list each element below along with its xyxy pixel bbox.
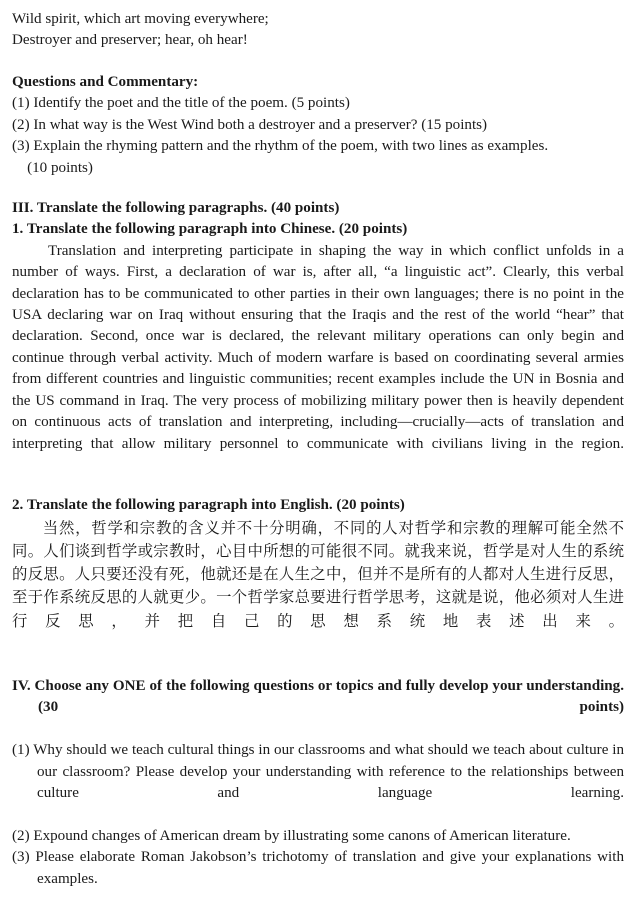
section-three-heading: III. Translate the following paragraphs. (40 points) xyxy=(12,200,340,217)
section-three-sub2-body: 当然，哲学和宗教的含义并不十分明确，不同的人对哲学和宗教的理解可能全然不同。人们谈到哲学或宗教时，心目中所想的可能很不同。就我来说，哲学是对人生的系统的反思。人只要还没有死，他就还是在人生之中，但并不是所有的人都对人生进行反思，至于作系统反思的人就更少。一个哲学家总要进行哲学思考，这就是说，他必须对人生进行反思，并把自己的思想系统地表述出来。 xyxy=(12,518,624,630)
section-four-heading: IV. Choose any ONE of the following questions or topics and fully develop your understanding. (30 points) xyxy=(12,677,624,716)
section-three-sub1-body: Translation and interpreting participate in shaping the way in which conflict unfolds in a number of ways. First, a declaration of war is, after all, “a linguistic act”. Clearly, this verbal declaration has to be communicated to other parties in their own languages; there is no point in the USA declaring war on Iraq without ensuring that the Iraqis and the rest of the world “hear” that declaration. Second, once war is declared, the relevant military operations can only begin and continue through verbal activity. Much of modern warfare is based on coordinating several armies from different countries and linguistic communities; recent examples include the UN in Bosnia and the US command in Iraq. The very process of mobilizing military power then is heavily dependent on continuous acts of translation and interpreting, including—crucially—acts of translation and interpreting that allow military personnel to communicate with civilians living in the region. xyxy=(12,242,624,452)
questions-commentary-item-2: (2) In what way is the West Wind both a destroyer and a preserver? (15 points) xyxy=(12,116,488,133)
spacer-before-sub2 xyxy=(12,476,624,495)
poem-block xyxy=(12,9,624,51)
questions-commentary-item-1: (1) Identify the poet and the title of the poem. (5 points) xyxy=(12,95,350,112)
questions-commentary-item-4: (10 points) xyxy=(12,159,93,176)
spacer-after-poem xyxy=(12,51,624,72)
section-three-sub1-heading: 1. Translate the following paragraph into Chinese. (20 points) xyxy=(12,221,408,238)
spacer-before-section-three xyxy=(12,179,624,198)
section-four-item-1: (1) Why should we teach cultural things in our classrooms and what should we teach about culture in our classroom? Please develop your understanding with reference to the relationships between culture and language learning. xyxy=(12,742,624,801)
section-three-block xyxy=(12,198,624,476)
section-three-sub2-block xyxy=(12,495,624,656)
section-four-item-2: (2) Expound changes of American dream by illustrating some canons of American literature. xyxy=(12,827,571,844)
questions-commentary-heading: Questions and Commentary: xyxy=(12,74,199,90)
questions-commentary-item-3: (3) Explain the rhyming pattern and the rhythm of the poem, with two lines as examples. xyxy=(12,138,549,155)
poem-line-1: Wild spirit, which art moving everywhere; xyxy=(12,11,269,27)
section-three-sub2-heading: 2. Translate the following paragraph into English. (20 points) xyxy=(12,497,405,514)
spacer-before-section-four xyxy=(12,656,624,676)
questions-commentary-block xyxy=(12,72,624,179)
poem-line-2: Destroyer and preserver; hear, oh hear! xyxy=(12,32,248,48)
section-four-block xyxy=(12,676,624,911)
section-four-item-3: (3) Please elaborate Roman Jakobson’s trichotomy of translation and give your explanations with examples. xyxy=(12,849,624,887)
